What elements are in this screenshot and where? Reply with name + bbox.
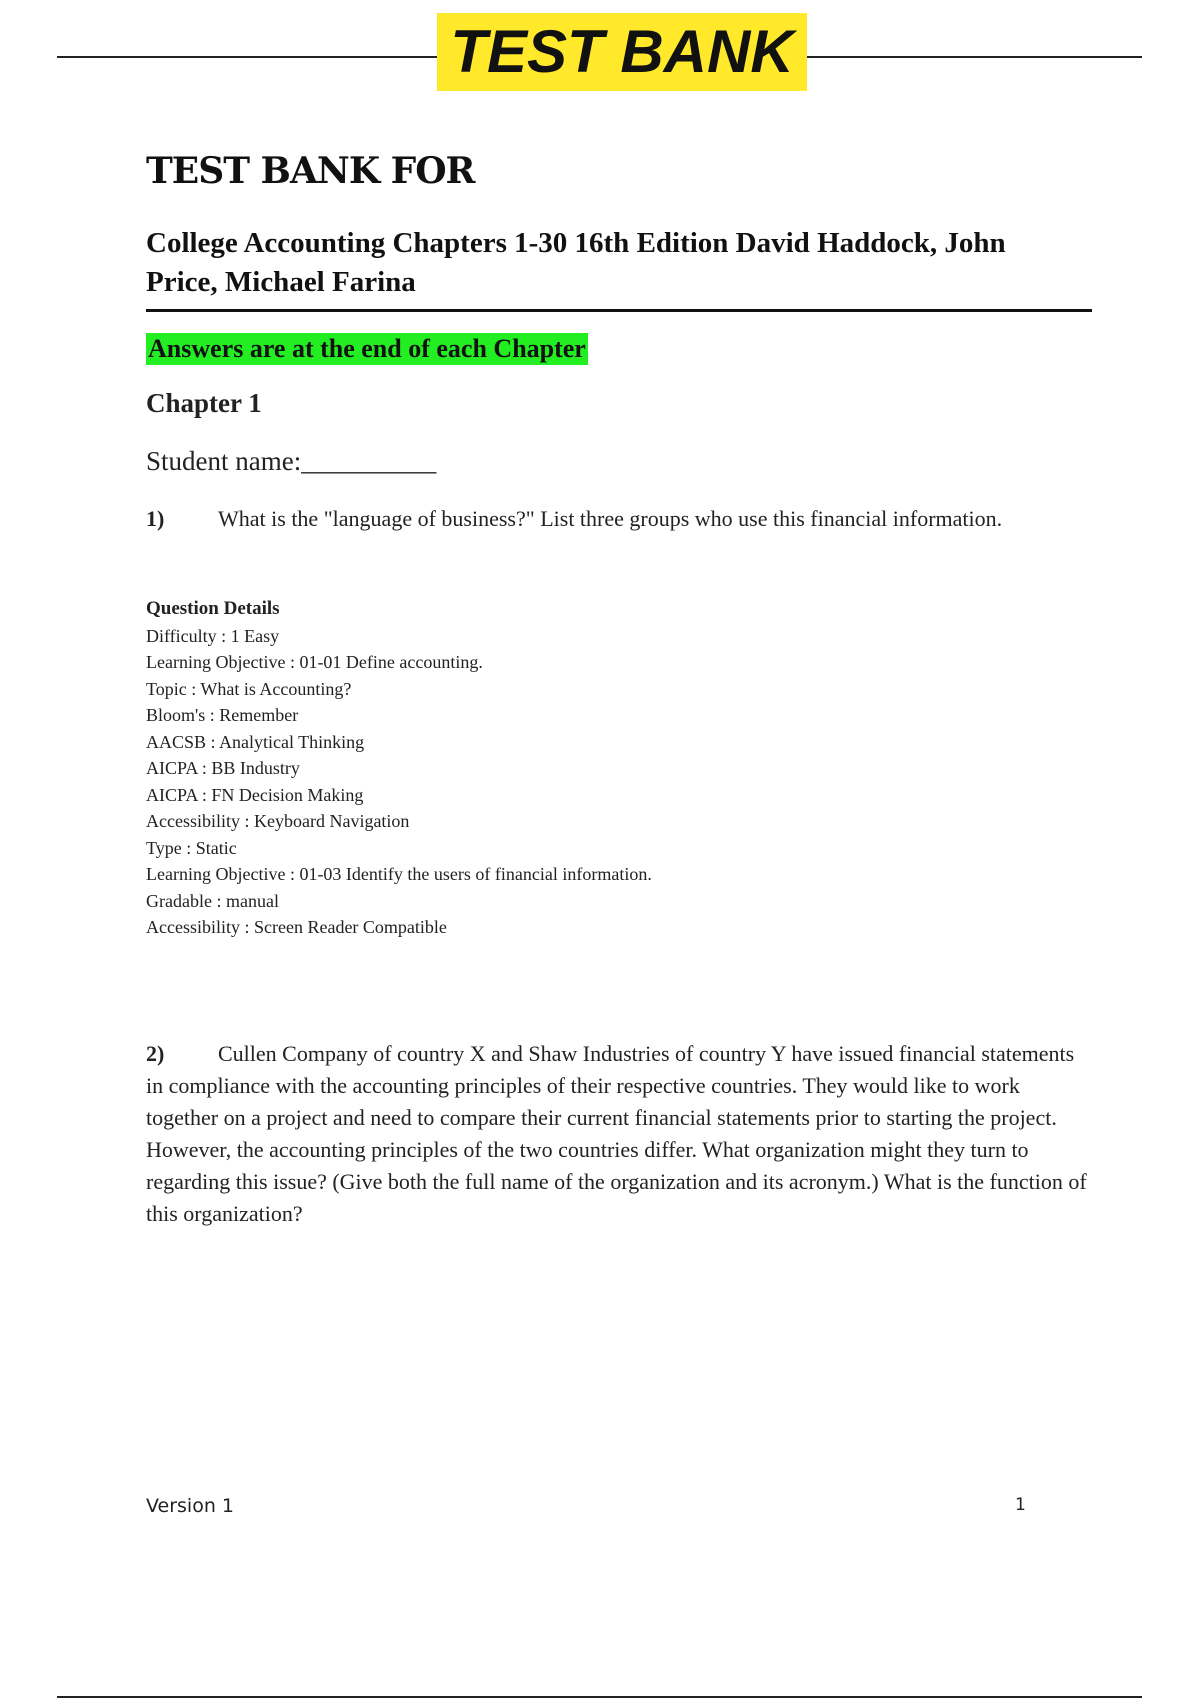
question-number: 1) xyxy=(146,506,165,531)
footer-version: Version 1 xyxy=(146,1495,234,1517)
detail-line: Accessibility : Screen Reader Compatible xyxy=(146,917,447,937)
question-text: What is the "language of business?" List three groups who use this financial information. xyxy=(218,506,1003,531)
page-number: 1 xyxy=(1015,1495,1026,1515)
detail-line: Learning Objective : 01-03 Identify the users of financial information. xyxy=(146,864,652,884)
detail-line: Gradable : manual xyxy=(146,890,279,911)
detail-line: Learning Objective : 01-01 Define accounting. xyxy=(146,652,483,672)
book-title: College Accounting Chapters 1-30 16th Edition David Haddock, John Price, Michael Farina xyxy=(146,227,1006,298)
detail-line: AICPA : FN Decision Making xyxy=(146,784,364,805)
document-header: TEST BANK FOR xyxy=(146,150,475,192)
question-number: 2) xyxy=(146,1041,165,1066)
question-text: Cullen Company of country X and Shaw Industries of country Y have issued financial statements in compliance with the accounting principles of their respective countries. They would like to work together on a project and need to compare their current financial statements prior to starting the project. However, the accounting principles of the two countries differ. What organization might they turn to regarding this issue? (Give both the full name of the organization and its acronym.) What is the function of this organization? xyxy=(146,1041,1087,1226)
title-divider xyxy=(146,309,1092,312)
test-bank-banner: TEST BANK xyxy=(437,13,807,91)
question-details xyxy=(146,596,946,941)
detail-line: AICPA : BB Industry xyxy=(146,758,300,778)
chapter-label: Chapter 1 xyxy=(146,388,262,418)
detail-line: Topic : What is Accounting? xyxy=(146,678,352,699)
question-1 xyxy=(146,503,1106,535)
detail-line: AACSB : Analytical Thinking xyxy=(146,731,365,752)
student-name-field: Student name:__________ xyxy=(146,446,437,476)
detail-line: Type : Static xyxy=(146,837,237,858)
bottom-rule xyxy=(57,1696,1142,1698)
answers-note: Answers are at the end of each Chapter xyxy=(148,334,586,363)
detail-line: Accessibility : Keyboard Navigation xyxy=(146,811,410,831)
question-details-heading: Question Details xyxy=(146,598,280,619)
question-2 xyxy=(146,1038,1091,1230)
detail-line: Difficulty : 1 Easy xyxy=(146,625,280,646)
detail-line: Bloom's : Remember xyxy=(146,705,299,725)
